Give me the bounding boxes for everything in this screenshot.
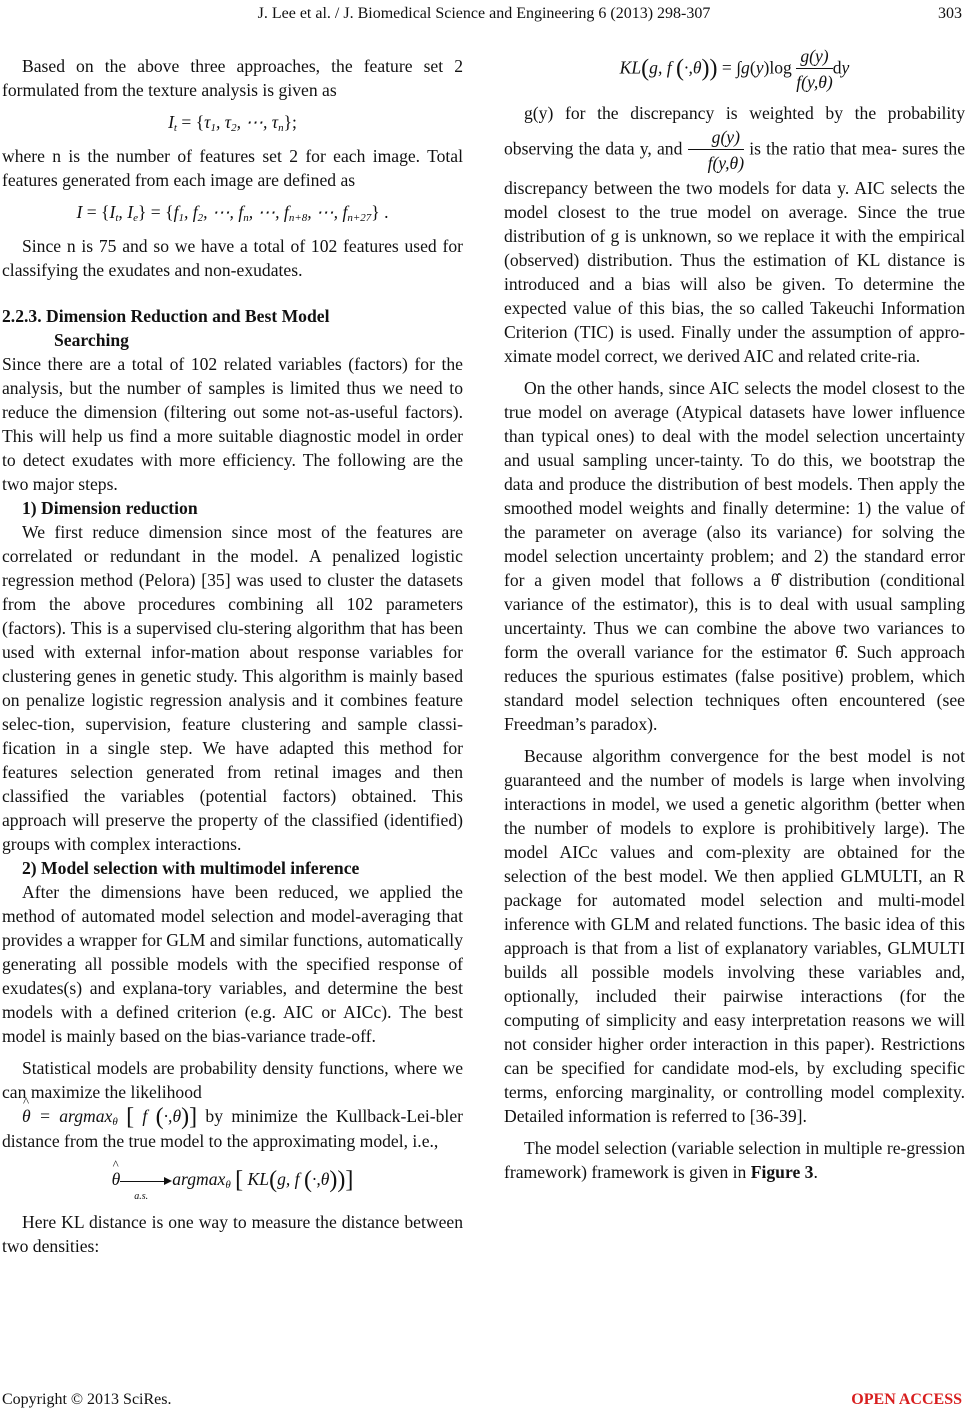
equation-kl-definition: KL(g, f (·,θ)) = ∫g(y)log $\frac{g(y)}{f(y,\theta)}$ dy xyxy=(504,44,965,95)
subheading-model-selection: 2) Model selection with multimodel inference xyxy=(22,858,360,878)
left-column xyxy=(2,54,463,1258)
section-heading xyxy=(2,304,463,352)
paragraph: Based on the above three approaches, the feature set 2 formulated from the texture analysis is given as xyxy=(2,56,463,100)
section-heading-line2: Searching xyxy=(54,330,129,350)
paragraph: Since n is 75 and so we have a total of 102 features used for classifying the exudates and non-exudates. xyxy=(2,236,463,280)
paragraph: Here KL distance is one way to measure the distance between two densities: xyxy=(2,1212,463,1256)
paragraph: where n is the number of features set 2 for each image. Total features generated from each image are defined as xyxy=(2,146,463,190)
paragraph: The model selection (variable selection in multiple re-gression framework) framework is given in Figure 3. xyxy=(504,1138,965,1182)
equation-feature-set-2: $I_t = \{\tau_1$, $\tau_2$, ⋯, $\tau_n$}; xyxy=(168,112,297,134)
paragraph: We first reduce dimension since most of the features are correlated or redundant in the model. A penalized logistic regression method (Pelora) [35] was used to cluster the datasets from the above procedures combining all 102 parameters (factors). This is a supervised clu-stering algorithm that has been used with external infor-mation about response variables for clustering genes in genetic study. This algorithm is mainly based on penalize logistic regression analysis and it combines feature selec-tion, supervision, feature clustering and sample classi-fication in a single step. We have adapted this method for features selection generated from retinal images and then classified the variables (potential factors) obtained. This approach will preserve the property of the classified (identified) groups with complex interactions. xyxy=(2,522,463,854)
open-access-badge: OPEN ACCESS xyxy=(851,1391,962,1408)
section-heading-line1: 2.2.3. Dimension Reduction and Best Model xyxy=(2,306,330,326)
paragraph: g(y) for the discrepancy is weighted by the probability observing the data y, and $\frac{g(y)}{f(y,\theta)}$ is the ratio that mea- sures the discrepancy between the two models for data y. AIC selects the model closest to the true model on average. Since the true distribution of g is unknown, so we replace it with the empirical (observed) distribution. Thus the estimation of KL distance is introduced and a bias will also be given. To determine the expected value of this bias, the so called Takeuchi Information Criterion (TIC) is used. Finally under the assumption of appro-ximate model correct, we derived AIC and related crite-ria. xyxy=(504,103,965,366)
running-header xyxy=(0,2,965,26)
fraction: $\frac{g(y)}{f(y,\theta)}$ xyxy=(796,46,833,92)
paragraph: On the other hands, since AIC selects the model closest to the true model on average (Atypical datasets have lower influence than typical ones) to deal with the model selection uncertainty and usual sampling uncer-tainty. To do this, we bootstrap the data and produce the distribution of best models. Then apply the smoothed model weights and finally determine: 1) the value of the parameter on average (also its variance) for solving the model selection uncertainty problem; and 2) the standard error for a given model that follows a θ̂ distribution (conditional variance of the estimator), this is to deal with usual sampling uncertainty. Thus we can combine the above two variances to form the overall variance for the estimator θ̂. Such approach reduces the spurious estimates (false positive) problem, which standard model selection techniques often encountered (see Freedman’s paradox). xyxy=(504,378,965,734)
running-title: J. Lee et al. / J. Biomedical Science and Engineering 6 (2013) 298-307 xyxy=(257,5,711,22)
copyright: Copyright © 2013 SciRes. xyxy=(2,1391,172,1408)
fraction: $\frac{g(y)}{f(y,\theta)}$ xyxy=(688,125,744,176)
paragraph: Since there are a total of 102 related variables (factors) for the analysis, but the number of samples is limited thus we need to reduce the dimension (filtering out some not-as-useful factors). This will help us find a more suitable diagnostic model in order to detect exudates with more efficiency. The following are the two major steps. xyxy=(2,354,463,494)
equation-kl-argmax: ^ θ a.s. argmax$_\theta$ [ KL(g, f (·,θ))] xyxy=(2,1167,463,1192)
right-column xyxy=(504,44,965,1184)
paragraph: Because algorithm convergence for the best model is not guaranteed and the number of models is large when involving interactions in model, we used a genetic algorithm (better when the number of models to explore is prohibitively large). The model AICc values and com-plexity are obtained for the selection of the best model. We then applied GLMULTI, an R package for automated model selection and multi-model inference with GLM and related functions. The basic idea of this approach is that from a list of explanatory variables, GLMULTI builds all possible models involving these variables and, optionally, included their pairwise interactions (for the computing of simplicity and easy interpretation reasons we will not consider higher order interaction in this paper). Restrictions can be specified for candidate mod-els, by excluding specific terms, enforcing marginality, or controlling model complexity. Detailed information is referred to [36-39]. xyxy=(504,746,965,1126)
arrow-icon: a.s. xyxy=(120,1175,172,1187)
equation-total-features: $I = \{I_t$, $I_e\} = \{f_1$, $f_2$, ⋯, $f_n$, ⋯, $f_{n+8}$, ⋯, $f_{n+27}$} . xyxy=(76,202,389,224)
page-number: 303 xyxy=(938,5,962,22)
paragraph: Statistical models are probability density functions, where we can maximize the likelihood ^ θ = argmax$_\theta$ [ f (·,θ)] by minimize the Kullback-Lei-bler distance from the true model to the approximating model, i.e., xyxy=(2,1056,463,1153)
subheading-dimension-reduction: 1) Dimension reduction xyxy=(22,498,198,518)
paragraph: After the dimensions have been reduced, we applied the method of automated model selection and model-averaging that provides a wrapper for GLM and similar functions, automatically generating all possible models with the specified response of exudates(s) and explana-tory variables, and determine the best models with a defined criterion (e.g. AIC or AICc). The best model is mainly based on the bias-variance trade-off. xyxy=(2,882,463,1046)
figure-reference-link[interactable]: Figure 3 xyxy=(750,1162,814,1182)
inline-equation-argmax: ^ θ = argmax$_\theta$ [ f (·,θ)] xyxy=(2,1106,197,1126)
